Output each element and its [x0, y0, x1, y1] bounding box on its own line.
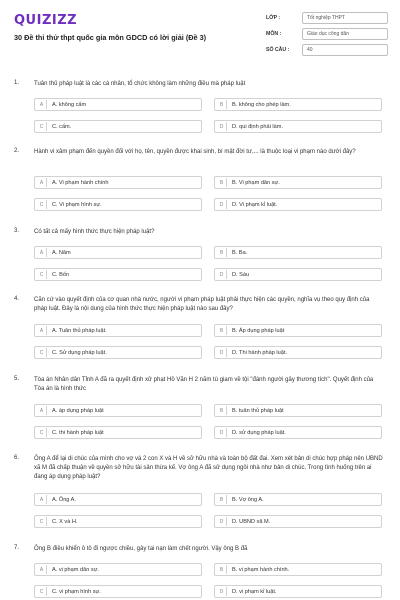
option-text: C. Vi phạm hình sự.: [52, 201, 102, 208]
option-c[interactable]: [34, 268, 202, 281]
option-letter: A: [37, 495, 47, 504]
option-b[interactable]: [214, 246, 382, 259]
option-letter: C: [37, 587, 47, 596]
question-number: 7.: [14, 545, 20, 551]
option-letter: C: [37, 200, 47, 209]
worksheet-header: [0, 0, 400, 70]
option-c[interactable]: [34, 515, 202, 528]
option-text: B. vi phạm hành chính.: [232, 566, 290, 573]
option-letter: C: [37, 270, 47, 279]
option-text: C. Sử dụng pháp luật.: [52, 349, 107, 356]
option-text: A. Ông A.: [52, 496, 76, 503]
option-text: A. Vi phạm hành chính: [52, 179, 109, 186]
option-c[interactable]: [34, 346, 202, 359]
option-b[interactable]: [214, 493, 382, 506]
option-text: B. Vợ ông A.: [232, 496, 264, 503]
question-number: 3.: [14, 228, 20, 234]
option-text: D. vi phạm kỉ luật.: [232, 588, 277, 595]
option-d[interactable]: [214, 585, 382, 598]
question-number: 1.: [14, 80, 20, 86]
option-text: A. Năm: [52, 249, 71, 256]
question-number: 5.: [14, 376, 20, 382]
option-d[interactable]: [214, 268, 382, 281]
option-letter: D: [217, 348, 227, 357]
option-d[interactable]: [214, 120, 382, 133]
quizizz-logo: QUIZIZZ: [14, 13, 78, 28]
option-text: D. Sáu: [232, 271, 250, 278]
option-letter: A: [37, 326, 47, 335]
option-letter: C: [37, 122, 47, 131]
option-letter: D: [217, 200, 227, 209]
meta-row-subject: [266, 26, 388, 42]
option-text: A. áp dụng pháp luật: [52, 407, 104, 414]
option-text: A. Tuân thủ pháp luật.: [52, 327, 107, 334]
option-letter: B: [217, 406, 227, 415]
option-letter: A: [37, 178, 47, 187]
question-text: Tòa án Nhân dân Tỉnh A đã ra quyết định xử phạt Hồ Văn H 2 năm tù giam về tội "đánh người gây thương tích". Quyết định của Tòa án là hình thức: [34, 377, 374, 392]
option-d[interactable]: [214, 426, 382, 439]
meta-value: Tốt nghiệp THPT: [302, 12, 388, 24]
question-text: Ông A để lại di chúc của mình cho vợ và 2 con X và H về sở hữu nhà và toàn bộ đất đai. Xem xét bản di chúc hợp pháp nên UBND xã M đã chấp thuận về quyền sở hữu tài sản thừa kế. Vợ ông A đã sử dụng ngôi nhà như bản di chúc. Trong tình huống trên ai đang áp dụng pháp luật?: [34, 456, 383, 480]
option-letter: B: [217, 248, 227, 257]
option-letter: A: [37, 100, 47, 109]
option-text: A. không cấm: [52, 101, 87, 108]
worksheet-title: 30 Đề thi thử thpt quốc gia môn GDCD có lời giải (Đề 3): [14, 33, 207, 42]
option-text: C. Bốn: [52, 271, 70, 278]
meta-label: MÔN :: [266, 31, 282, 37]
option-text: C. cấm.: [52, 123, 72, 130]
worksheet-meta: [266, 10, 388, 58]
meta-label: LỚP :: [266, 15, 281, 21]
option-a[interactable]: [34, 98, 202, 111]
question-text: Có tất cả mấy hình thức thực hiện pháp luật?: [34, 229, 155, 235]
question-number: 6.: [14, 455, 20, 461]
option-letter: D: [217, 587, 227, 596]
question-number: 2.: [14, 148, 20, 154]
option-letter: D: [217, 428, 227, 437]
option-a[interactable]: [34, 563, 202, 576]
meta-label: SỐ CÂU :: [266, 47, 290, 53]
option-letter: D: [217, 517, 227, 526]
option-text: C. X và H.: [52, 518, 78, 525]
option-a[interactable]: [34, 246, 202, 259]
meta-row-grade: [266, 10, 388, 26]
question-text: Căn cứ vào quyết định của cơ quan nhà nước, người vi phạm pháp luật phải thực hiện các quyền, nghĩa vụ theo quy định của pháp luật. Đây là nội dung của hình thức thực hiện pháp luật nào sau đây?: [34, 297, 370, 312]
option-text: D. Thi hành pháp luật.: [232, 349, 287, 356]
option-letter: D: [217, 122, 227, 131]
option-a[interactable]: [34, 493, 202, 506]
option-letter: C: [37, 428, 47, 437]
option-text: D. sử dụng pháp luật.: [232, 429, 286, 436]
option-a[interactable]: [34, 324, 202, 337]
option-c[interactable]: [34, 198, 202, 211]
option-text: D. Vi phạm kỉ luật.: [232, 201, 278, 208]
option-text: D. UBND xã M.: [232, 518, 271, 525]
option-text: B. không cho phép làm.: [232, 101, 291, 108]
question-number: 4.: [14, 296, 20, 302]
option-text: B. tuân thủ pháp luật: [232, 407, 284, 414]
option-text: A. vi phạm dân sự.: [52, 566, 99, 573]
option-letter: C: [37, 348, 47, 357]
option-text: B. Áp dụng pháp luật: [232, 327, 285, 334]
option-c[interactable]: [34, 120, 202, 133]
option-d[interactable]: [214, 346, 382, 359]
option-a[interactable]: [34, 176, 202, 189]
option-b[interactable]: [214, 324, 382, 337]
option-c[interactable]: [34, 585, 202, 598]
question-text: Ông B điều khiển ô tô đi ngược chiều, gây tai nạn làm chết người. Vậy ông B đã: [34, 546, 248, 552]
option-b[interactable]: [214, 404, 382, 417]
option-letter: A: [37, 565, 47, 574]
question-text: Hành vi xâm phạm đến quyền đối với họ, tên, quyền được khai sinh, bí mật đời tư,... là thuộc loại vi phạm nào dưới đây?: [34, 149, 356, 155]
option-letter: B: [217, 326, 227, 335]
meta-value: Giáo dục công dân: [302, 28, 388, 40]
option-b[interactable]: [214, 176, 382, 189]
option-letter: B: [217, 100, 227, 109]
option-letter: A: [37, 248, 47, 257]
option-letter: B: [217, 178, 227, 187]
option-text: B. Vi phạm dân sự.: [232, 179, 280, 186]
option-letter: B: [217, 495, 227, 504]
option-b[interactable]: [214, 563, 382, 576]
meta-value: 40: [302, 44, 388, 56]
option-text: B. Ba.: [232, 249, 248, 256]
option-letter: D: [217, 270, 227, 279]
option-c[interactable]: [34, 426, 202, 439]
option-d[interactable]: [214, 198, 382, 211]
question-text: Tuân thủ pháp luật là các cá nhân, tổ chức không làm những điều mà pháp luật: [34, 81, 246, 87]
option-text: D. qui định phải làm.: [232, 123, 283, 130]
meta-row-question-count: [266, 42, 388, 58]
option-text: C. vi phạm hình sự.: [52, 588, 101, 595]
option-b[interactable]: [214, 98, 382, 111]
option-a[interactable]: [34, 404, 202, 417]
option-letter: C: [37, 517, 47, 526]
option-letter: B: [217, 565, 227, 574]
option-letter: A: [37, 406, 47, 415]
option-d[interactable]: [214, 515, 382, 528]
option-text: C. thi hành pháp luật: [52, 429, 104, 436]
